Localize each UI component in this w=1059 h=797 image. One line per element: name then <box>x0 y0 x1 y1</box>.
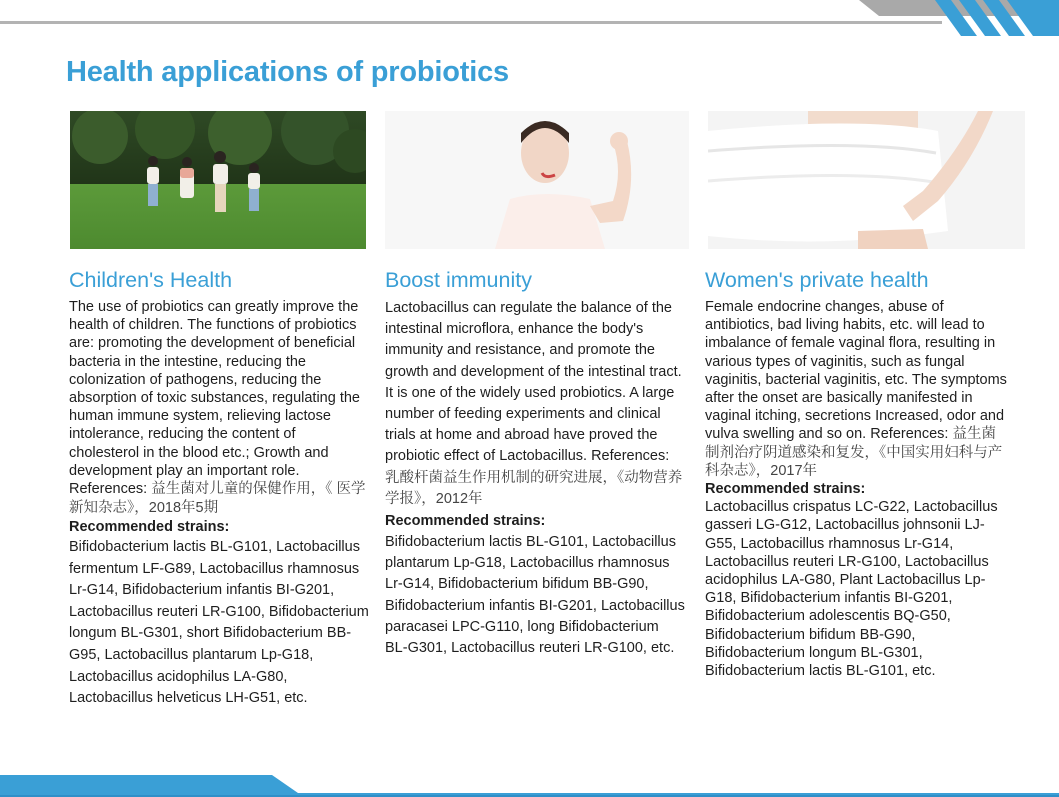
bottom-band-decoration <box>0 775 1059 797</box>
strains-list: Bifidobacterium lactis BL-G101, Lactobacillus plantarum Lp-G18, Lactobacillus rhamnosus Lr-G14, Bifidobacterium bifidum BB-G90, Bifidobacterium infantis BI-G201, Lactobacillus paracasei LPC-G110, long Bifidobacterium BL-G301, Lactobacillus reuteri LR-G100, etc. <box>385 534 685 657</box>
womens-health-photo <box>708 111 1025 249</box>
references: References: 益生菌制剂治疗阴道感染和复发，《中国实用妇科与产科杂志》，2017年 <box>705 426 1003 479</box>
section-heading: Women's private health <box>705 268 929 292</box>
section-description: Lactobacillus can regulate the balance of the intestinal microflora, enhance the body's immunity and resistance, and promote the growth and development of the intestinal tract. It is one of the widely used probiotics. A large number of feeding experiments and clinical trials at home and abroad have proved the probiotic effect of Lactobacillus. References: 乳酸杆菌益生作用机制的研究进展，《动物营养学报》，2012年 <box>385 300 683 507</box>
section-description: The use of probiotics can greatly improve the health of children. The functions of probiotics are: promoting the development of beneficial bacteria in the intestine, reducing the colonization of pathogens, reducing the absorption of toxic substances, regulating the human immune system, relieving lactose intolerance, reducing the content of cholesterol in the blood etc.; Growth and development play an important role. References: 益生菌对儿童的保健作用，《 医学新知杂志》，2018年5期 <box>69 299 366 517</box>
strains-label: Recommended strains: <box>69 519 230 536</box>
page-title: Health applications of probiotics <box>66 56 509 88</box>
section-description: Female endocrine changes, abuse of antibiotics, bad living habits, etc. will lead to imbalance of female vaginal flora, resulting in various types of vaginitis, such as fungal vaginitis, bacterial vaginitis, etc. The symptoms after the onset are basically manifested in vaginal itching, secretions Increased, odor and vulva swelling and so on. References: 益生菌制剂治疗阴道感染和复发，《中国实用妇科与产科杂志》，2017年 <box>705 299 1007 479</box>
boost-immunity-photo <box>385 111 689 249</box>
strains-label: Recommended strains: <box>705 481 866 498</box>
section-boost-immunity <box>385 266 685 659</box>
strains-label: Recommended strains: <box>385 513 546 530</box>
section-heading: Children's Health <box>69 268 233 292</box>
top-right-stripe-decoration <box>859 0 1059 36</box>
section-womens-private-health <box>705 266 1010 680</box>
top-divider-line <box>0 21 942 24</box>
references: References: 乳酸杆菌益生作用机制的研究进展，《动物营养学报》，2012年 <box>385 448 683 507</box>
section-childrens-health <box>69 266 369 710</box>
references: References: 益生菌对儿童的保健作用，《 医学新知杂志》，2018年5期 <box>69 481 366 517</box>
strains-list: Lactobacillus crispatus LC-G22, Lactobacillus gasseri LG-G12, Lactobacillus johnsonii LJ-G55, Lactobacillus rhamnosus Lr-G14, Lactobacillus reuteri LR-G100, Lactobacillus acidophilus LA-G80, Plant Lactobacillus Lp-G18, Bifidobacterium infantis BI-G201, Bifidobacterium adolescentis BQ-G50, Bifidobacterium bifidum BB-G90, Bifidobacterium longum BL-G301, Bifidobacterium lactis BL-G101, etc. <box>705 499 998 680</box>
children-health-photo <box>70 111 366 249</box>
strains-list: Bifidobacterium lactis BL-G101, Lactobacillus fermentum LF-G89, Lactobacillus rhamnosus Lr-G14, Bifidobacterium infantis BI-G201, Lactobacillus reuteri LR-G100, Bifidobacterium longum BL-G301, short Bifidobacterium BB-G95, Lactobacillus plantarum Lp-G18, Lactobacillus acidophilus LA-G80, Lactobacillus helveticus LH-G51, etc. <box>69 539 369 707</box>
section-heading: Boost immunity <box>385 268 532 292</box>
